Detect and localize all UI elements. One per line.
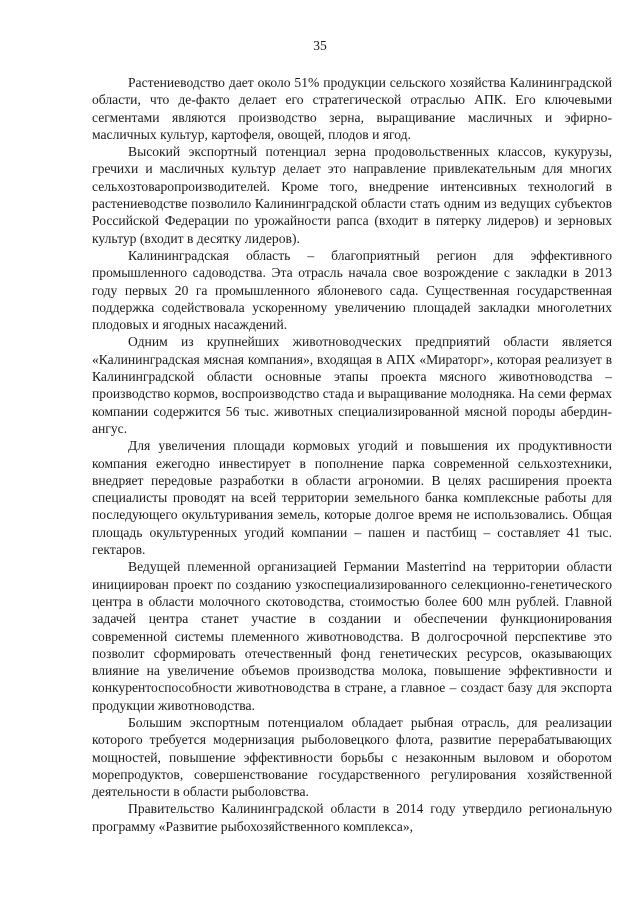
paragraph-breeding-center: Ведущей племенной организацией Германии Masterrind на территории области инициирован проект по созданию узкоспециализированного селекционно-генетического центра в области молочного скотоводства, стоимостью более 600 млн рублей. Главной задачей центра станет участие в создании и обеспечении функционирования современной системы племенного животноводства. В долгосрочной перспективе это позволит сформировать отечественный фонд генетических ресурсов, оказывающих влияние на увеличение объемов производства молока, повышение эффективности и конкурентоспособности животноводства в стране, а главное – создаст базу для экспорта продукции животноводства. — [92, 559, 612, 713]
body-text — [92, 74, 612, 835]
paragraph-industrial-gardening: Калининградская область – благоприятный регион для эффективного промышленного садоводства. Эта отрасль начала свое возрождение с закладки в 2013 году первых 20 га промышленного яблоневого сада. Существенная государственная поддержка содействовала ускоренному увеличению площадей закладки многолетних плодовых и ягодных насаждений. — [92, 247, 612, 333]
paragraph-fishing-industry: Большим экспортным потенциалом обладает рыбная отрасль, для реализации которого требуется модернизация рыболовецкого флота, развитие перерабатывающих мощностей, повышение эффективности борьбы с незаконным выловом и оборотом морепродуктов, совершенствование государственного регулирования хозяйственной деятельности в области рыболовства. — [92, 714, 612, 800]
paragraph-crop-farming: Растениеводство дает около 51% продукции сельского хозяйства Калининградской области, что де-факто делает его стратегической отраслью АПК. Его ключевыми сегментами являются производство зерна, выращивание масличных и эфирно-масличных культур, картофеля, овощей, плодов и ягод. — [92, 75, 612, 142]
paragraph-regional-program: Правительство Калининградской области в 2014 году утвердило региональную программу «Развитие рыбохозяйственного комплекса», — [92, 801, 612, 834]
paragraph-export-potential-grain: Высокий экспортный потенциал зерна продовольственных классов, кукурузы, гречихи и масличных культур делает это направление привлекательным для многих сельхозтоваропроизводителей. Кроме того, внедрение интенсивных технологий в растениеводстве позволило Калининградской области стать одним из ведущих субъектов Российской Федерации по урожайности рапса (входит в пятерку лидеров) и зерновых культур (входит в десятку лидеров). — [92, 144, 612, 246]
paragraph-meat-company: Одним из крупнейших животноводческих предприятий области является «Калининградская мясная компания», входящая в АПХ «Мираторг», которая реализует в Калининградской области основные этапы проекта мясного животноводства – производство кормов, воспроизводство стада и выращивание молодняка. На семи фермах компании содержится 56 тыс. животных специализированной мясной породы абердин-ангус. — [92, 334, 612, 436]
page-number: 35 — [313, 38, 327, 53]
paragraph-fodder-lands: Для увеличения площади кормовых угодий и повышения их продуктивности компания ежегодно инвестирует в пополнение парка современной сельхозтехники, внедряет передовые разработки в области агрономии. В целях расширения проекта специалисты проводят на всей территории земельного банка комплексные работы для последующего окультуривания земель, которые долгое время не использовались. Общая площадь окультуренных угодий компании – пашен и пастбищ – составляет 41 тыс. гектаров. — [92, 438, 612, 558]
